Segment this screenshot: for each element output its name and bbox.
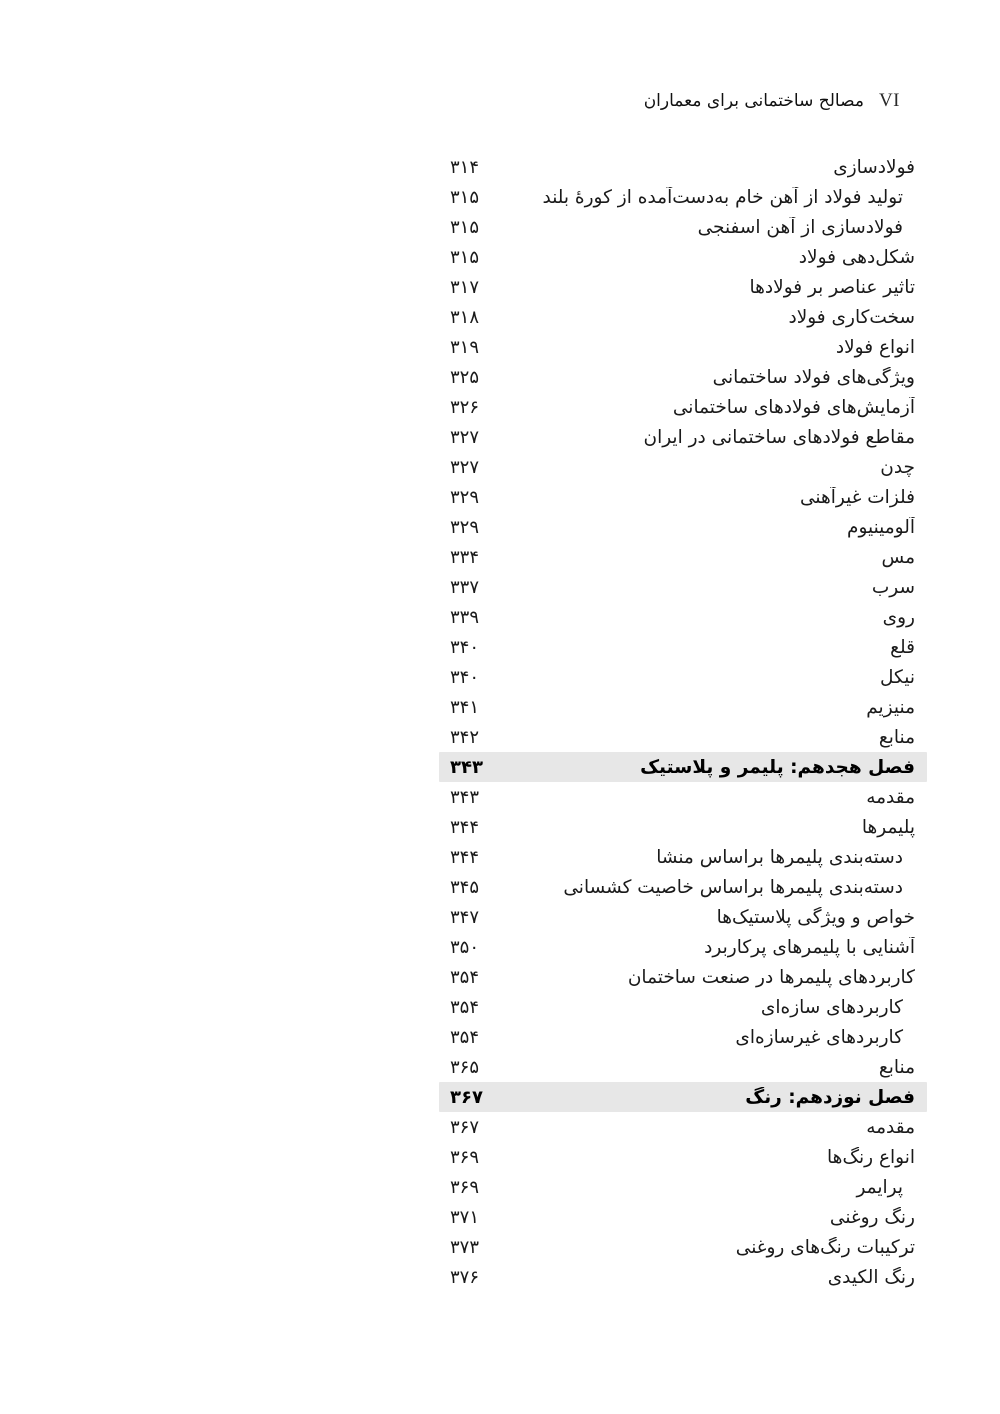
toc-entry-page-number: ۳۴۳ (450, 756, 483, 778)
toc-entry-label: منابع (878, 1056, 915, 1078)
toc-row (439, 152, 927, 182)
toc-row (439, 332, 927, 362)
toc-entry-page-number: ۳۶۷ (450, 1116, 480, 1138)
toc-entry-label: قلع (890, 636, 915, 658)
toc-row (439, 512, 927, 542)
toc-row (439, 872, 927, 902)
toc-row (439, 482, 927, 512)
toc-entry-label: کاربردهای سازه‌ای (760, 996, 903, 1018)
toc-entry-page-number: ۳۶۵ (450, 1056, 480, 1078)
toc-entry-label: فلزات غیرآهنی (800, 486, 915, 508)
toc-entry-page-number: ۳۳۷ (450, 576, 480, 598)
toc-entry-page-number: ۳۱۴ (450, 156, 480, 178)
toc-row (439, 602, 927, 632)
toc-entry-label: سرب (871, 576, 915, 598)
toc-entry-page-number: ۳۶۷ (450, 1086, 483, 1108)
toc-entry-label: مقاطع فولادهای ساختمانی در ایران (643, 426, 915, 448)
toc-row (439, 1232, 927, 1262)
toc-entry-page-number: ۳۵۴ (450, 1026, 480, 1048)
toc-entry-page-number: ۳۲۵ (450, 366, 480, 388)
toc-row (439, 932, 927, 962)
toc-row (439, 212, 927, 242)
toc-entry-page-number: ۳۲۷ (450, 456, 480, 478)
toc-entry-page-number: ۳۶۹ (450, 1146, 480, 1168)
toc-entry-page-number: ۳۵۴ (450, 966, 480, 988)
toc-entry-label: تولید فولاد از آهن خام به‌دست‌آمده از کورهٔ بلند (542, 186, 903, 208)
toc-row (439, 992, 927, 1022)
toc-entry-label: پرایمر (856, 1176, 903, 1198)
toc-row (439, 392, 927, 422)
toc-row (439, 632, 927, 662)
toc-entry-label: منابع (878, 726, 915, 748)
toc-entry-label: انواع رنگ‌ها (827, 1146, 915, 1168)
toc-row (439, 1082, 927, 1112)
toc-entry-label: رنگ روغنی (829, 1206, 915, 1228)
toc-entry-page-number: ۳۱۸ (450, 306, 480, 328)
toc-entry-label: مقدمه (866, 786, 915, 808)
toc-row (439, 182, 927, 212)
toc-row (439, 1172, 927, 1202)
toc-entry-label: کاربردهای پلیمرها در صنعت ساختمان (627, 966, 915, 988)
toc-row (439, 1052, 927, 1082)
toc-entry-page-number: ۳۴۰ (450, 636, 480, 658)
toc-row (439, 902, 927, 932)
page-number: VI (878, 90, 900, 111)
toc-entry-label: مقدمه (866, 1116, 915, 1138)
toc-row (439, 1262, 927, 1292)
toc-entry-page-number: ۳۱۷ (450, 276, 480, 298)
toc-entry-label: سخت‌کاری فولاد (788, 306, 915, 328)
toc-entry-label: مس (881, 546, 915, 568)
toc-entry-label: نیکل (880, 666, 915, 688)
toc-entry-page-number: ۳۱۵ (450, 216, 480, 238)
toc-row (439, 1202, 927, 1232)
toc-entry-page-number: ۳۵۰ (450, 936, 480, 958)
toc-entry-page-number: ۳۴۳ (450, 786, 480, 808)
toc-entry-page-number: ۳۴۰ (450, 666, 480, 688)
toc-entry-label: چدن (880, 456, 915, 478)
toc-entry-label: روی (882, 606, 915, 628)
toc-entry-label: دسته‌بندی پلیمرها براساس منشا (656, 846, 903, 868)
toc-entry-page-number: ۳۴۷ (450, 906, 480, 928)
toc-entry-page-number: ۳۶۹ (450, 1176, 480, 1198)
toc-entry-page-number: ۳۳۴ (450, 546, 480, 568)
toc-entry-page-number: ۳۵۴ (450, 996, 480, 1018)
toc-entry-page-number: ۳۲۶ (450, 396, 480, 418)
toc-entry-page-number: ۳۱۹ (450, 336, 480, 358)
toc-entry-page-number: ۳۷۳ (450, 1236, 480, 1258)
toc-entry-page-number: ۳۴۵ (450, 876, 480, 898)
toc-row (439, 692, 927, 722)
toc-row (439, 422, 927, 452)
toc-entry-label: کاربردهای غیرسازه‌ای (735, 1026, 903, 1048)
toc-row (439, 662, 927, 692)
toc-entry-label: آشنایی با پلیمرهای پرکاربرد (704, 936, 915, 958)
toc-entry-label: تاثیر عناصر بر فولادها (749, 276, 915, 298)
toc-row (439, 1112, 927, 1142)
toc-entry-page-number: ۳۷۶ (450, 1266, 480, 1288)
toc-entry-label: انواع فولاد (835, 336, 915, 358)
toc-entry-label: فولادسازی (833, 156, 915, 178)
toc-row (439, 752, 927, 782)
toc-entry-label: ترکیبات رنگ‌های روغنی (735, 1236, 915, 1258)
toc-entry-page-number: ۳۲۹ (450, 516, 480, 538)
toc-entry-label: ویژگی‌های فولاد ساختمانی (712, 366, 915, 388)
toc-row (439, 302, 927, 332)
toc-entry-label: دسته‌بندی پلیمرها براساس خاصیت کشسانی (563, 876, 903, 898)
toc-entry-page-number: ۳۴۴ (450, 816, 480, 838)
toc-entry-page-number: ۳۱۵ (450, 186, 480, 208)
toc-row (439, 722, 927, 752)
toc-row (439, 782, 927, 812)
toc-entry-label: آزمایش‌های فولادهای ساختمانی (672, 396, 915, 418)
toc-entry-label: آلومینیوم (846, 516, 915, 538)
toc-row (439, 842, 927, 872)
page-header (644, 90, 900, 112)
book-title: مصالح ساختمانی برای معماران (643, 91, 864, 111)
toc-entry-label: منیزیم (866, 696, 915, 718)
toc-entry-page-number: ۳۴۱ (450, 696, 480, 718)
toc-entry-page-number: ۳۷۱ (450, 1206, 480, 1228)
toc-row (439, 452, 927, 482)
toc-row (439, 1142, 927, 1172)
toc-entry-page-number: ۳۴۴ (450, 846, 480, 868)
toc-entry-page-number: ۳۳۹ (450, 606, 480, 628)
toc-row (439, 812, 927, 842)
toc-row (439, 362, 927, 392)
toc-row (439, 542, 927, 572)
toc-entry-page-number: ۳۲۷ (450, 426, 480, 448)
toc-list (439, 152, 927, 1292)
toc-entry-page-number: ۳۴۲ (450, 726, 480, 748)
toc-entry-page-number: ۳۲۹ (450, 486, 480, 508)
toc-entry-label: فولادسازی از آهن اسفنجی (697, 216, 903, 238)
toc-entry-label: فصل نوزدهم: رنگ (745, 1086, 915, 1108)
toc-entry-label: پلیمرها (861, 816, 915, 838)
toc-row (439, 1022, 927, 1052)
toc-entry-label: فصل هجدهم: پلیمر و پلاستیک (640, 756, 915, 778)
toc-entry-label: شکل‌دهی فولاد (798, 246, 915, 268)
toc-row (439, 242, 927, 272)
toc-entry-label: رنگ الکیدی (827, 1266, 915, 1288)
toc-entry-label: خواص و ویژگی پلاستیک‌ها (716, 906, 915, 928)
toc-row (439, 962, 927, 992)
toc-entry-page-number: ۳۱۵ (450, 246, 480, 268)
toc-row (439, 572, 927, 602)
toc-row (439, 272, 927, 302)
